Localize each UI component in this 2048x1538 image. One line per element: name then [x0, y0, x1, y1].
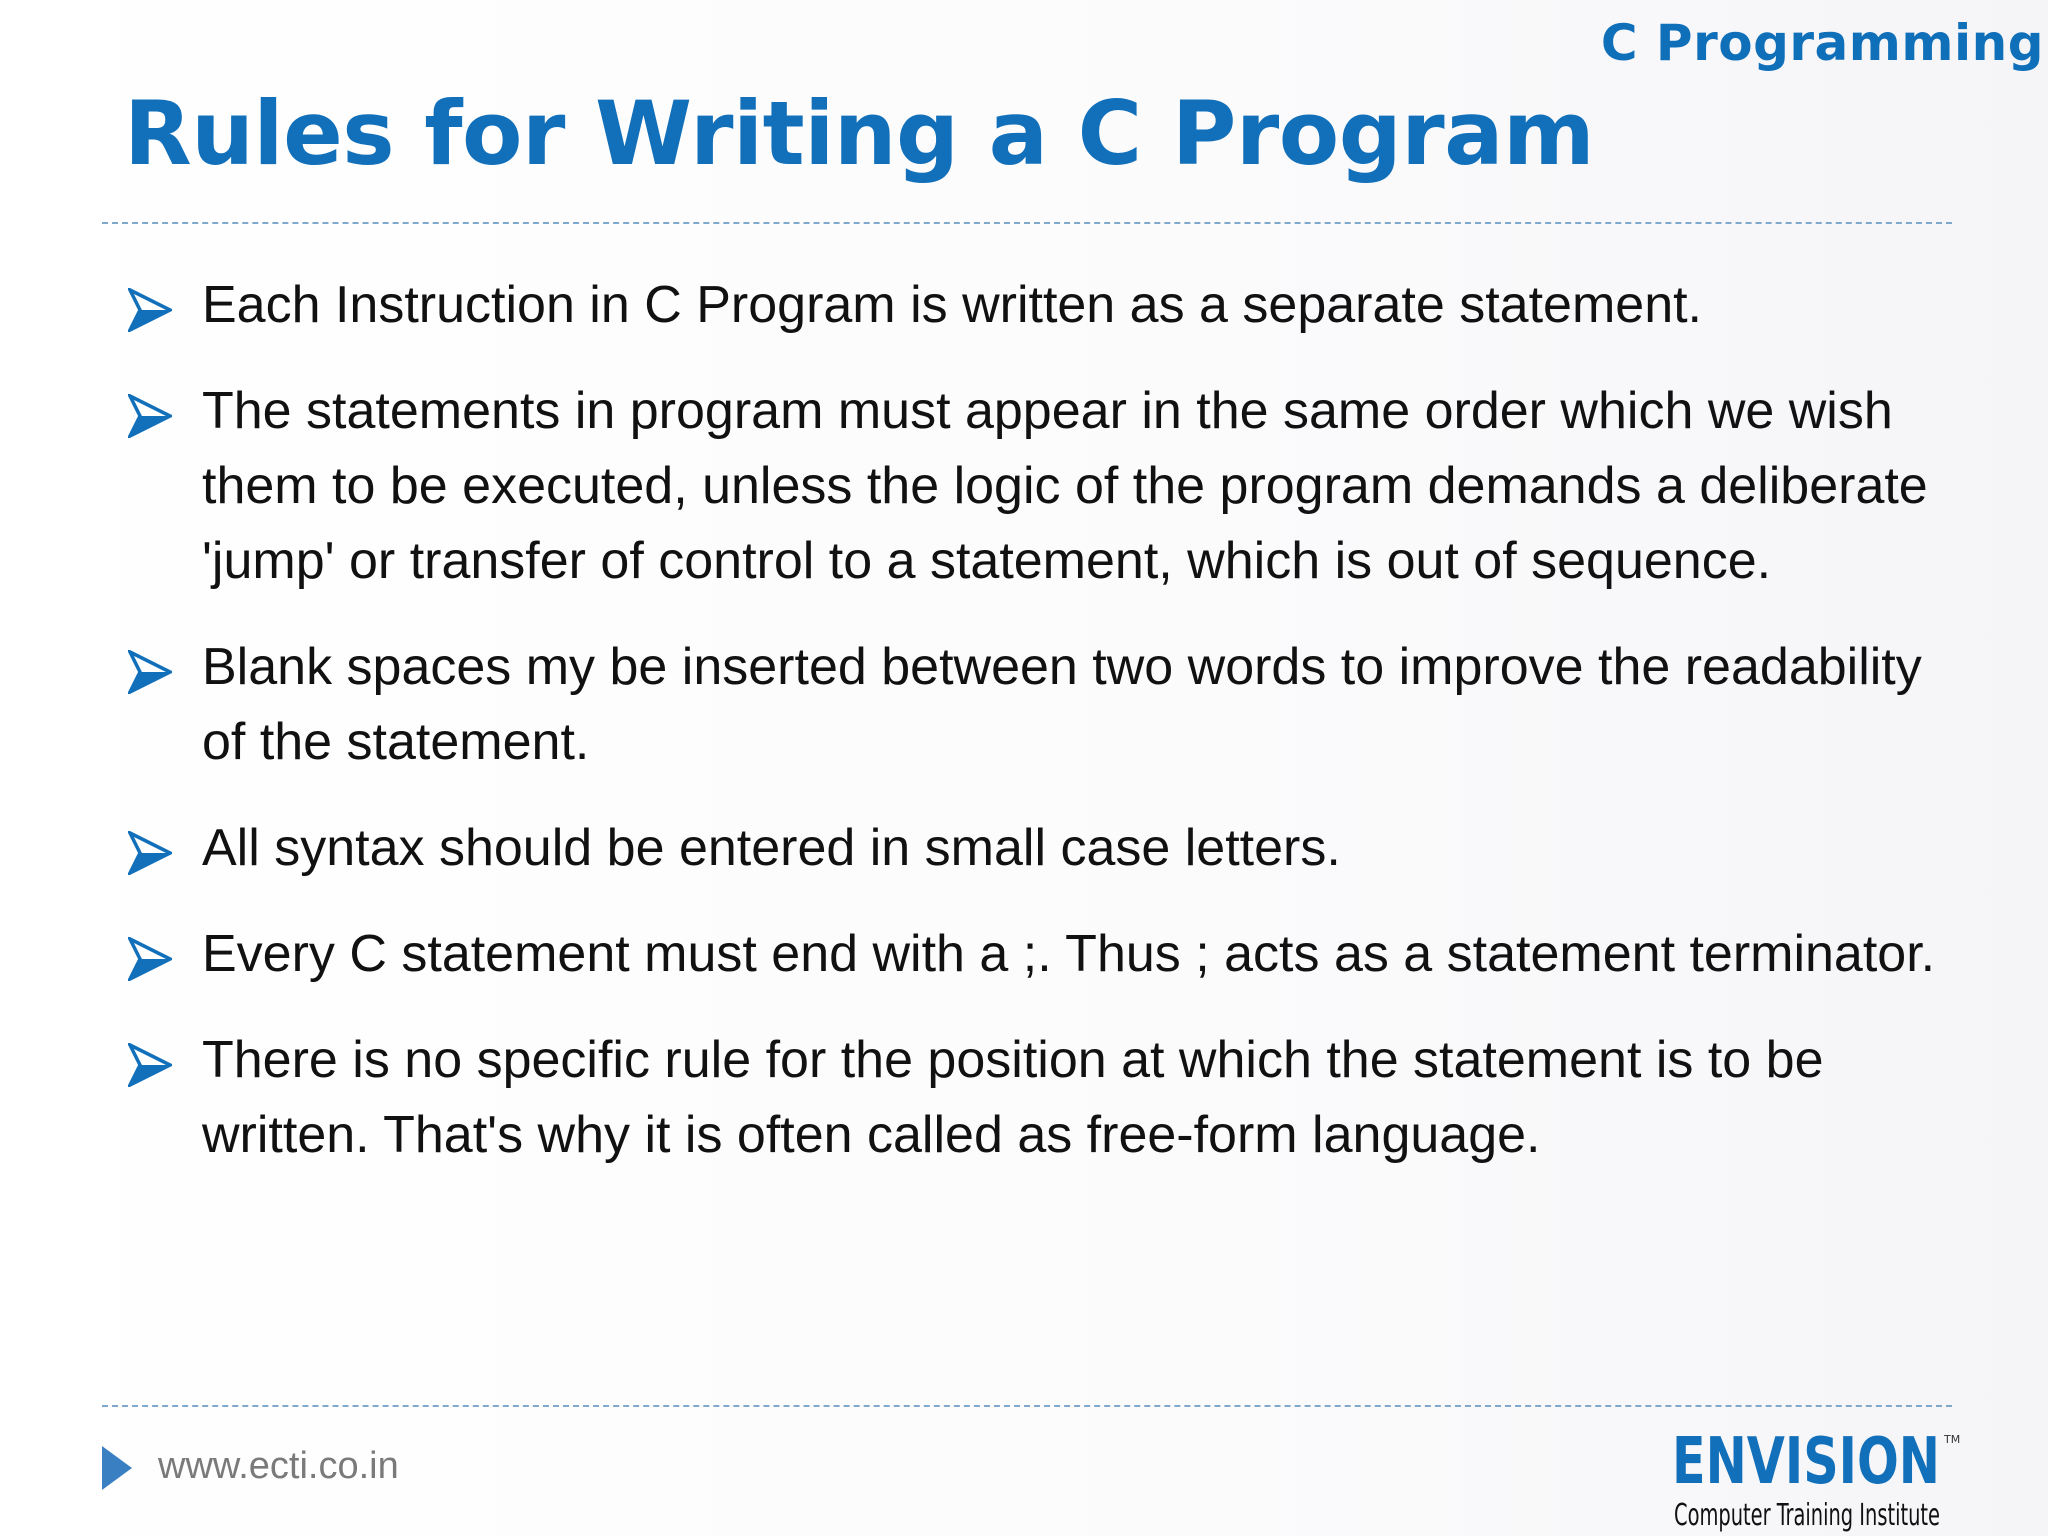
bullet-item: [124, 811, 1964, 886]
bottom-divider: [102, 1405, 1952, 1407]
bullet-item: [124, 1023, 1964, 1173]
svg-text:Computer Training Institute: Computer Training Institute: [1674, 1498, 1940, 1533]
bullet-text: There is no specific rule for the position at which the statement is to be written. That's why it is often called as free-form language.: [202, 1031, 1824, 1164]
bullet-text: All syntax should be entered in small case letters.: [202, 819, 1341, 877]
top-divider: [102, 222, 1952, 224]
arrowhead-icon: [128, 288, 172, 332]
arrowhead-icon: [128, 1043, 172, 1087]
bullet-text: The statements in program must appear in the same order which we wish them to be executed, unless the logic of the program demands a deliberate 'jump' or transfer of control to a statement, which is out of sequence.: [202, 382, 1928, 590]
arrowhead-icon: [128, 831, 172, 875]
play-triangle-icon: [102, 1446, 132, 1490]
bullet-text: Blank spaces my be inserted between two words to improve the readability of the statement.: [202, 638, 1922, 771]
envision-logo: [1672, 1425, 1962, 1533]
bullet-item: [124, 268, 1964, 343]
svg-text:TM: TM: [1944, 1433, 1961, 1446]
website-link[interactable]: www.ecti.co.in: [158, 1445, 399, 1487]
arrowhead-icon: [128, 650, 172, 694]
bullet-text: Every C statement must end with a ;. Thus ; acts as a statement terminator.: [202, 925, 1936, 983]
bullet-item: [124, 374, 1964, 599]
arrowhead-icon: [128, 394, 172, 438]
arrowhead-icon: [128, 937, 172, 981]
bullet-item: [124, 917, 1964, 992]
slide-title: Rules for Writing a C Program: [124, 82, 1595, 185]
course-name: C Programming: [1600, 14, 2044, 72]
bullet-text: Each Instruction in C Program is written as a separate statement.: [202, 276, 1703, 334]
svg-text:ENVISION: ENVISION: [1672, 1425, 1940, 1499]
bullet-item: [124, 630, 1964, 780]
bullet-list: [124, 268, 1964, 1204]
